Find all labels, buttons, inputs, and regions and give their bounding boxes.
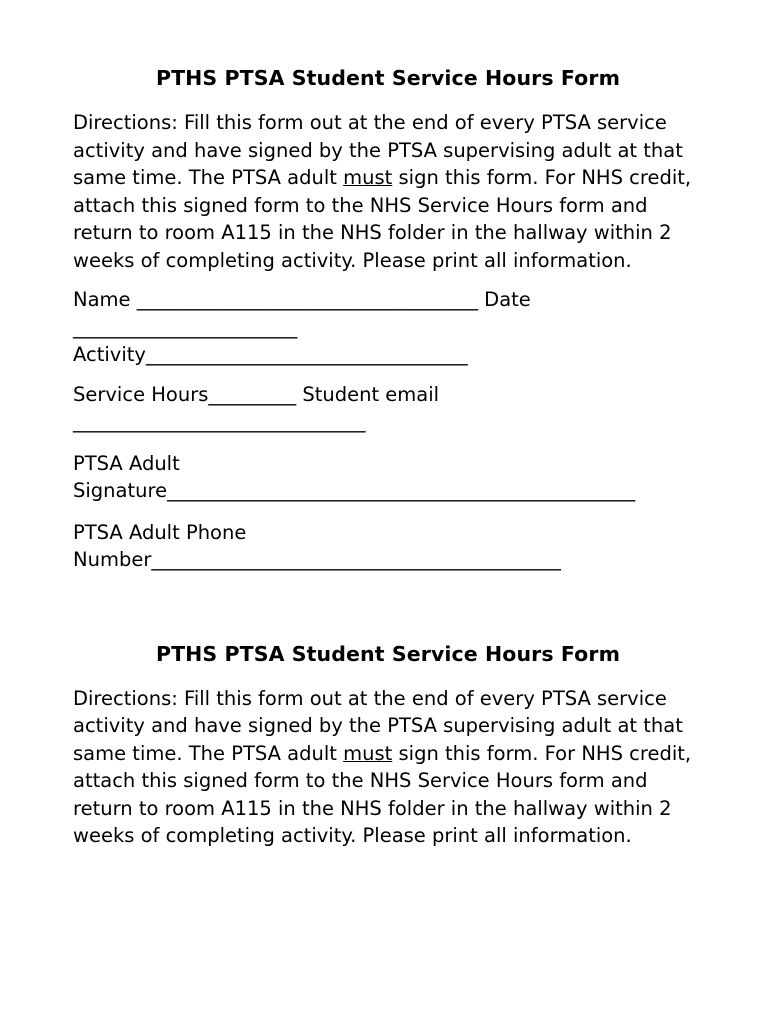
name-field[interactable]: Name ___________________________________ Date bbox=[73, 288, 531, 311]
signature-line[interactable]: Signature________________________________________________ bbox=[73, 479, 636, 502]
directions-must-emphasis: must bbox=[343, 741, 393, 765]
signature-label: PTSA Adult bbox=[73, 451, 180, 475]
form-title-second: PTHS PTSA Student Service Hours Form bbox=[155, 641, 621, 666]
directions-must-emphasis: must bbox=[343, 166, 393, 189]
phone-line[interactable]: Number__________________________________________ bbox=[73, 548, 561, 571]
student-email-field[interactable]: ______________________________ bbox=[73, 410, 366, 433]
directions-text: Directions: Fill this form out at the end of every PTSA service activity and have signed by the PTSA supervising adult at that same time. The PTSA adult bbox=[73, 111, 683, 189]
directions-paragraph-second bbox=[73, 685, 703, 850]
service-email-field[interactable] bbox=[73, 381, 703, 436]
form-title: PTHS PTSA Student Service Hours Form bbox=[155, 66, 621, 90]
date-field[interactable]: _______________________ bbox=[73, 315, 298, 339]
adult-phone-field[interactable] bbox=[73, 519, 703, 574]
name-date-field[interactable] bbox=[73, 286, 703, 341]
directions-paragraph bbox=[73, 109, 703, 274]
directions-text-continued: sign this form. For NHS credit, attach this signed form to the NHS Service Hours form and return to room A115 in the NHS folder in the hallway within 2 weeks of completing activity. Please print all information. bbox=[73, 166, 692, 272]
document-page bbox=[73, 60, 703, 850]
directions-text: Directions: Fill this form out at the end of every PTSA service activity and have signed by the PTSA supervising adult at that same time. The PTSA adult bbox=[73, 686, 683, 765]
adult-signature-field[interactable] bbox=[73, 450, 703, 505]
service-hours-field[interactable]: Service Hours_________ Student email bbox=[73, 382, 440, 406]
phone-label: PTSA Adult Phone bbox=[73, 520, 247, 544]
activity-field[interactable]: Activity_________________________________ bbox=[73, 343, 468, 366]
directions-text-continued: sign this form. For NHS credit, attach this signed form to the NHS Service Hours form and return to room A115 in the NHS folder in the hallway within 2 weeks of completing activity. Please print all information. bbox=[73, 741, 692, 847]
